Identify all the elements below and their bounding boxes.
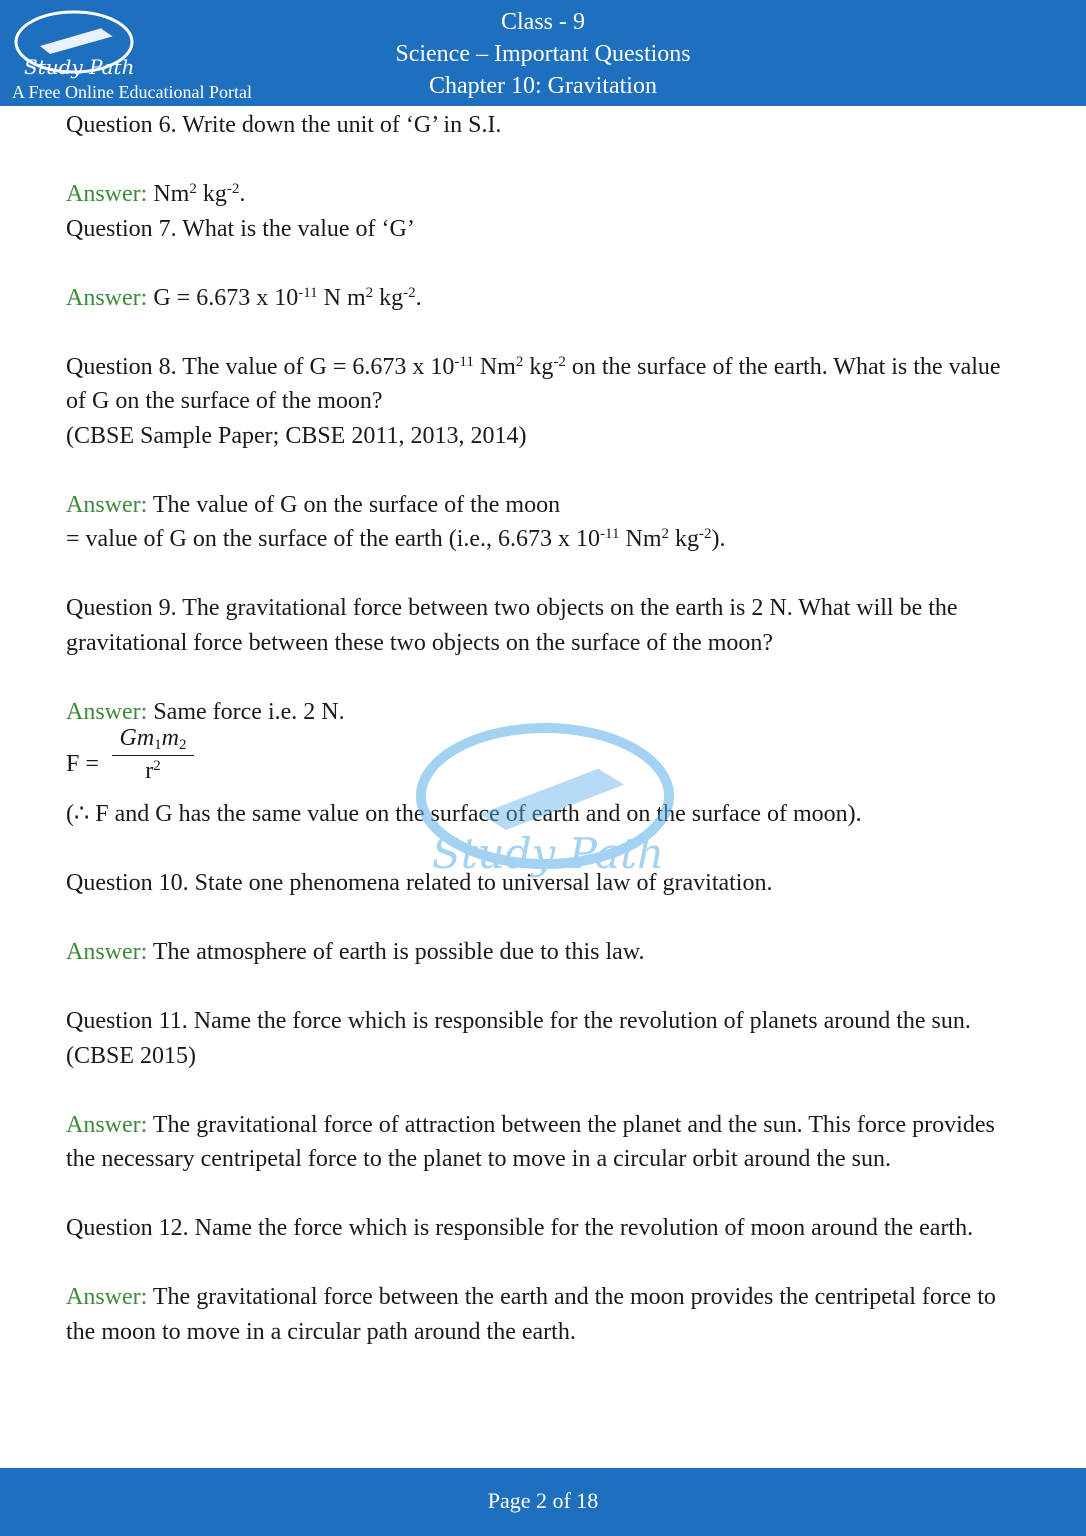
answer-11: Answer: The gravitational force of attraction between the planet and the sun. This force provides the necessary centripetal force to the planet to move in a circular orbit around the sun. [66, 1111, 995, 1172]
answer-9-note: (∴ F and G has the same value on the surface of earth and on the surface of moon). [66, 801, 862, 827]
question-6: Question 6. Write down the unit of ‘G’ in S.I. [66, 112, 502, 138]
question-label: Question 11. [66, 1008, 188, 1034]
answer-label: Answer: [66, 181, 148, 207]
answer-8: Answer: The value of G on the surface of the moon [66, 491, 561, 518]
study-path-logo [10, 6, 140, 80]
question-12: Question 12. Name the force which is responsible for the revolution of moon around the earth. [66, 1215, 974, 1241]
logo-text: Study Path [24, 55, 135, 79]
gravitation-formula [66, 725, 1026, 797]
question-label: Question 10. [66, 870, 189, 896]
answer-9: Answer: Same force i.e. 2 N. [66, 698, 345, 725]
page-footer [0, 1468, 1086, 1536]
formula-lhs: F = [66, 751, 99, 777]
question-8: Question 8. The value of G = 6.673 x $10^{-11}$ Nm$^2$ $kg^{-2}$ on the surface of the earth. What is the value of G on the surface of the moon? [66, 353, 1001, 414]
page-header [0, 0, 1086, 106]
header-class: Class - 9 [501, 9, 585, 35]
answer-label: Answer: [66, 284, 148, 311]
answer-8-line2: = value of G on the surface of the earth (i.e., 6.673 x $10^{-11}$ Nm$^2$ $kg^{-2}$). [66, 526, 726, 552]
page-prefix: Page [487, 1488, 536, 1513]
question-list [66, 108, 1026, 1349]
question-label: Question 8. [66, 353, 177, 380]
answer-6: Answer: Nm$^2$ $kg^{-2}$. [66, 181, 246, 207]
header-subject: Science – Important Questions [395, 41, 691, 67]
header-chapter: Chapter 10: Gravitation [429, 73, 657, 99]
formula-denominator: $r^2$ [145, 758, 161, 784]
question-11: Question 11. Name the force which is responsible for the revolution of planets around the sun. (CBSE 2015) [66, 1008, 971, 1069]
question-9: Question 9. The gravitational force between two objects on the earth is 2 N. What will be the gravitational force between these two objects on the surface of the moon? [66, 595, 958, 656]
answer-label: Answer: [66, 1284, 148, 1310]
question-label: Question 9. [66, 595, 177, 621]
question-8-source: (CBSE Sample Paper; CBSE 2011, 2013, 2014) [66, 422, 527, 449]
answer-label: Answer: [66, 939, 148, 965]
header-tagline: A Free Online Educational Portal [12, 82, 252, 102]
watermark-text: Study Path [432, 829, 665, 878]
header-title-block [300, 6, 786, 102]
answer-label: Answer: [66, 698, 148, 725]
formula-numerator: $Gm_1m_2$ [119, 725, 187, 753]
answer-label: Answer: [66, 491, 148, 518]
answer-12: Answer: The gravitational force between the earth and the moon provides the centripetal force to the moon to move in a circular path around the earth. [66, 1284, 996, 1345]
question-label: Question 12. [66, 1215, 189, 1241]
answer-7: Answer: G = 6.673 x $10^{-11}$ N $m^2$ $kg^{-2}$. [66, 284, 422, 311]
answer-10: Answer: The atmosphere of earth is possible due to this law. [66, 939, 645, 965]
page-total: 18 [576, 1488, 599, 1513]
question-label: Question 6. [66, 112, 177, 138]
question-10: Question 10. State one phenomena related to universal law of gravitation. [66, 870, 773, 896]
answer-label: Answer: [66, 1111, 148, 1138]
formula-fraction [112, 721, 194, 786]
question-label: Question 7. [66, 215, 177, 242]
page-current: 2 [535, 1488, 547, 1513]
page-mid: of [546, 1488, 577, 1513]
question-7: Question 7. What is the value of ‘G’ [66, 215, 415, 242]
